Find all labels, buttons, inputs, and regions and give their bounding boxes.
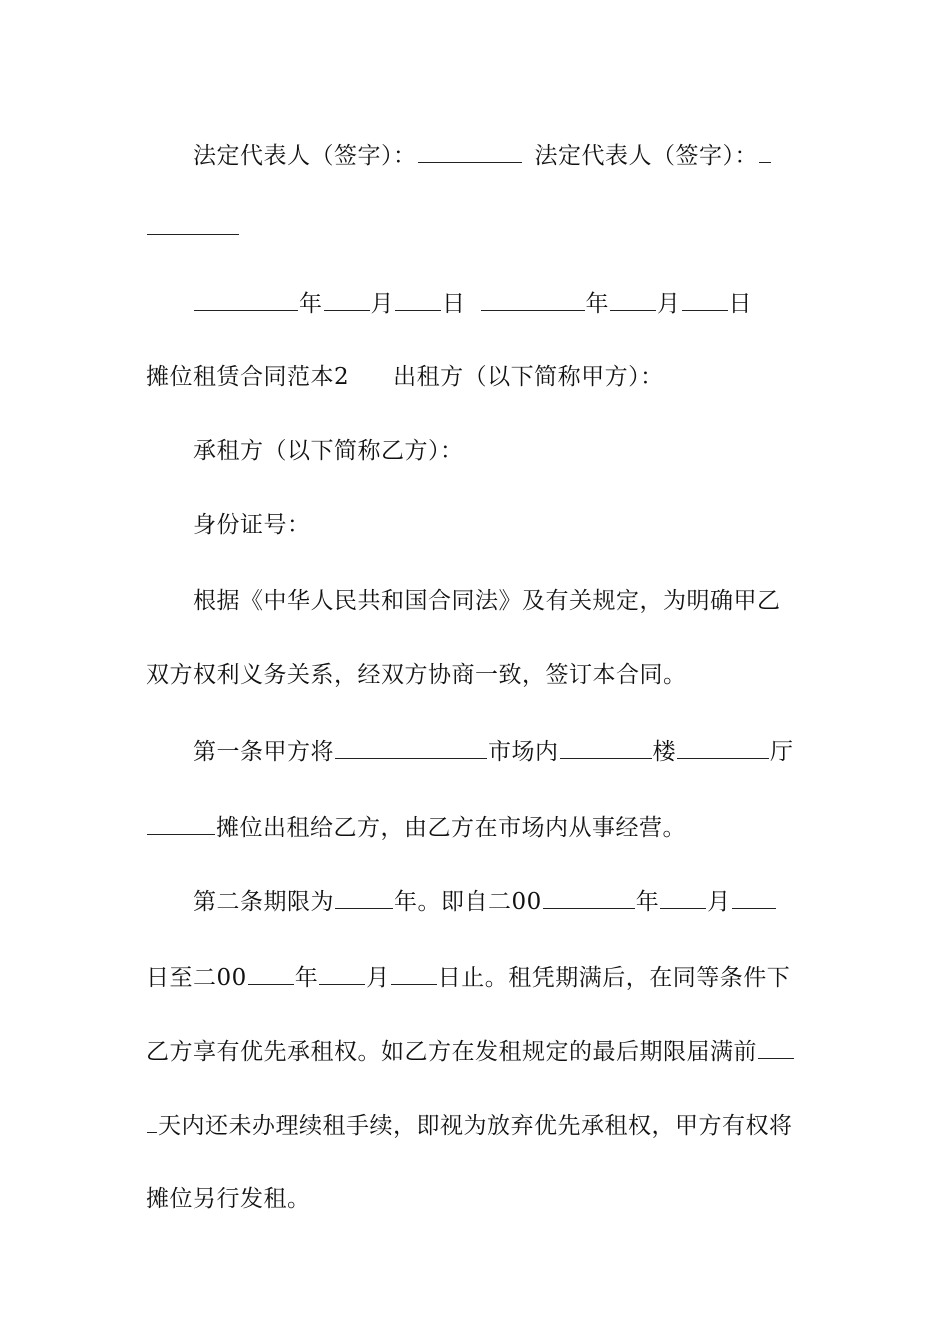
day-label: 日 (728, 291, 752, 317)
paragraph-line (146, 1034, 816, 1067)
contract-title: 摊位租赁合同范本2 (146, 364, 350, 390)
signature-line (193, 138, 816, 171)
id-number-label: 身份证号： (193, 512, 311, 538)
blank (759, 138, 771, 163)
month-label: 月 (370, 291, 394, 317)
blank (324, 286, 370, 311)
lessee-label: 承租方（以下简称乙方）： (193, 438, 464, 464)
blank (610, 286, 656, 311)
blank (395, 286, 441, 311)
blank (660, 884, 706, 909)
hall-label: 厅 (770, 739, 794, 765)
article-1-continuation (146, 810, 816, 843)
paragraph-text: 根据《中华人民共和国合同法》及有关规定，为明确甲乙 (193, 588, 781, 614)
blank (758, 1034, 794, 1059)
blank (248, 960, 294, 985)
year-label: 年 (294, 965, 319, 991)
blank (732, 884, 776, 909)
article-1-line (193, 734, 816, 767)
year-label: 年 (299, 291, 323, 317)
blank (319, 960, 365, 985)
year-label: 年。即自二00 (394, 889, 542, 915)
month-label: 月 (707, 889, 731, 915)
date-line (193, 286, 816, 319)
blank (560, 734, 652, 759)
paragraph-line (193, 586, 816, 616)
paragraph-text: 天内还未办理续租手续，即视为放弃优先承租权，甲方有权将 (158, 1113, 793, 1139)
article-1-text: 第一条甲方将 (193, 739, 334, 765)
article-2-continuation (146, 960, 816, 993)
paragraph-line (146, 660, 816, 690)
article-2-line (193, 884, 816, 917)
month-label: 月 (366, 965, 390, 991)
lessee-line (193, 436, 816, 466)
paragraph-text: 摊位出租给乙方，由乙方在市场内从事经营。 (216, 815, 686, 841)
legal-rep-label-b: 法定代表人（签字）： (534, 143, 758, 169)
contract-title-line (146, 362, 816, 392)
paragraph-text: 日止。租凭期满后，在同等条件下 (437, 965, 791, 991)
blank (543, 884, 635, 909)
paragraph-text: 双方权利义务关系，经双方协商一致，签订本合同。 (146, 662, 687, 688)
day-label: 日 (442, 291, 466, 317)
paragraph-text: 日至二00 (146, 965, 247, 991)
paragraph-line (146, 1108, 816, 1141)
blank (147, 810, 215, 835)
blank (147, 210, 239, 235)
blank (147, 1108, 157, 1133)
paragraph-line (146, 1184, 816, 1214)
blank (335, 884, 393, 909)
market-label: 市场内 (488, 739, 559, 765)
id-number-line (193, 510, 816, 540)
blank (391, 960, 437, 985)
blank (418, 138, 522, 163)
article-2-text: 第二条期限为 (193, 889, 334, 915)
lessor-label: 出租方（以下简称甲方）： (393, 364, 664, 390)
blank (481, 286, 585, 311)
month-label: 月 (657, 291, 681, 317)
blank (335, 734, 487, 759)
blank (677, 734, 769, 759)
blank (682, 286, 728, 311)
signature-blank-continuation (146, 210, 816, 243)
year-label: 年 (585, 291, 609, 317)
blank (194, 286, 298, 311)
legal-rep-label-a: 法定代表人（签字）： (193, 143, 417, 169)
paragraph-text: 乙方享有优先承租权。如乙方在发租规定的最后期限届满前 (146, 1039, 757, 1065)
year-label: 年 (635, 889, 660, 915)
floor-label: 楼 (652, 739, 676, 765)
paragraph-text: 摊位另行发租。 (146, 1186, 311, 1212)
